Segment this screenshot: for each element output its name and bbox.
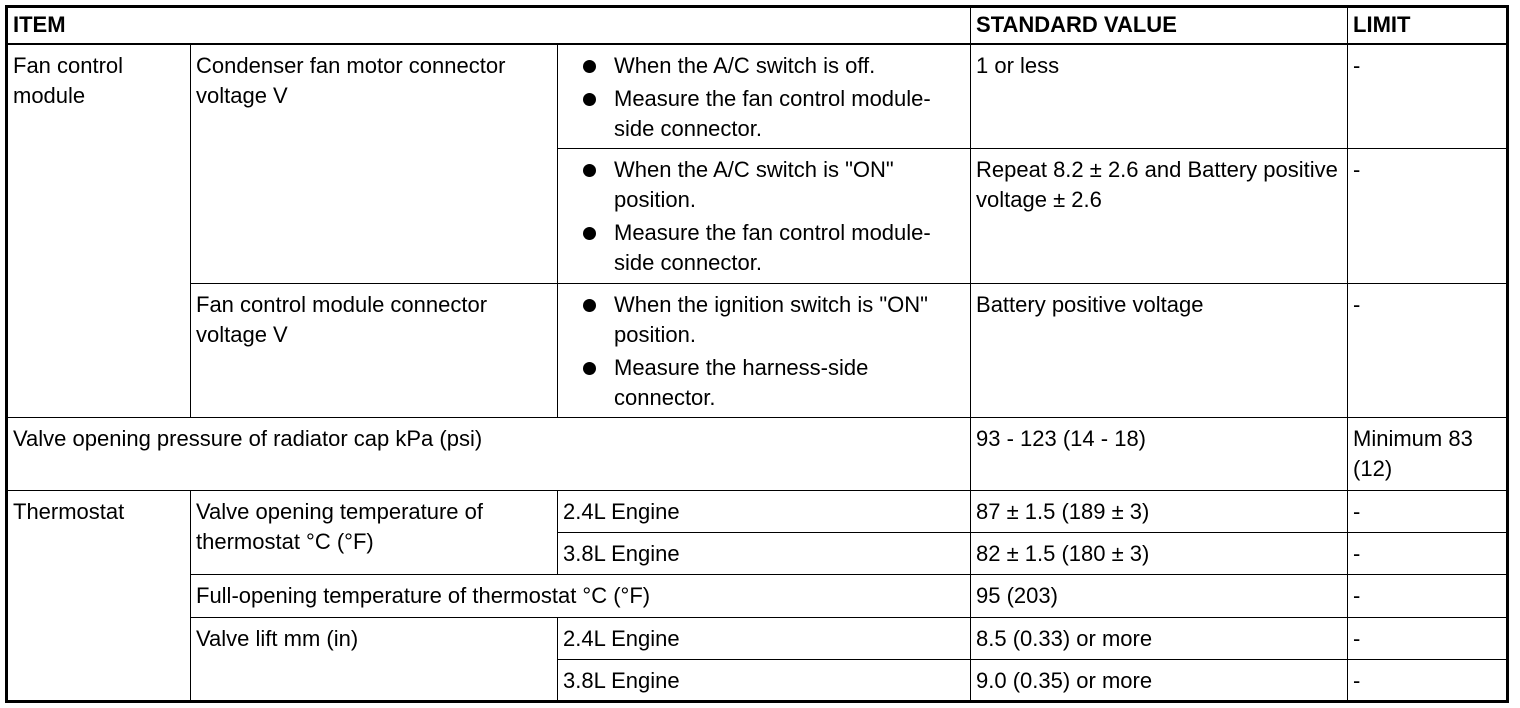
- table-row: [7, 284, 1508, 418]
- header-standard-value: STANDARD VALUE: [971, 7, 1348, 44]
- condition-item: When the ignition switch is "ON" position.: [563, 290, 965, 350]
- thermostat-cell: Thermostat: [7, 491, 191, 702]
- bullet-icon: [583, 362, 596, 375]
- fan-module-voltage-cell: Fan control module connector voltage V: [191, 284, 558, 418]
- standard-value-cell: Battery positive voltage: [971, 284, 1348, 418]
- standard-value-cell: 9.0 (0.35) or more: [971, 660, 1348, 702]
- bullet-icon: [583, 299, 596, 312]
- standard-value-cell: 87 ± 1.5 (189 ± 3): [971, 491, 1348, 533]
- condition-item: When the A/C switch is "ON" position.: [563, 155, 965, 215]
- header-item: ITEM: [7, 7, 971, 44]
- limit-cell: -: [1348, 491, 1508, 533]
- condition-item: When the A/C switch is off.: [563, 51, 965, 81]
- standard-value-cell: 93 - 123 (14 - 18): [971, 418, 1348, 491]
- limit-cell: -: [1348, 44, 1508, 149]
- limit-cell: -: [1348, 149, 1508, 284]
- condenser-fan-voltage-cell: Condenser fan motor connector voltage V: [191, 44, 558, 284]
- header-limit: LIMIT: [1348, 7, 1508, 44]
- bullet-icon: [583, 60, 596, 73]
- limit-cell: -: [1348, 284, 1508, 418]
- standard-value-cell: 95 (203): [971, 575, 1348, 618]
- condition-item: Measure the fan control module-side connector.: [563, 84, 965, 144]
- table-row: [7, 491, 1508, 533]
- fan-control-module-cell: Fan control module: [7, 44, 191, 418]
- limit-cell: -: [1348, 618, 1508, 660]
- standard-value-cell: 1 or less: [971, 44, 1348, 149]
- limit-cell: -: [1348, 533, 1508, 575]
- standard-value-cell: Repeat 8.2 ± 2.6 and Battery positive voltage ± 2.6: [971, 149, 1348, 284]
- table-row: [7, 575, 1508, 618]
- standard-value-cell: 82 ± 1.5 (180 ± 3): [971, 533, 1348, 575]
- limit-cell: -: [1348, 660, 1508, 702]
- condition-cell: [558, 44, 971, 149]
- table-row: [7, 418, 1508, 491]
- bullet-icon: [583, 227, 596, 240]
- table-row: [7, 618, 1508, 660]
- engine-cell: 2.4L Engine: [558, 618, 971, 660]
- condition-item: Measure the harness-side connector.: [563, 353, 965, 413]
- limit-cell: Minimum 83 (12): [1348, 418, 1508, 491]
- limit-cell: -: [1348, 575, 1508, 618]
- condition-cell: [558, 149, 971, 284]
- valve-lift-cell: Valve lift mm (in): [191, 618, 558, 702]
- header-row: [7, 7, 1508, 44]
- engine-cell: 3.8L Engine: [558, 660, 971, 702]
- condition-cell: [558, 284, 971, 418]
- spec-table: [5, 5, 1509, 703]
- condition-item: Measure the fan control module-side connector.: [563, 218, 965, 278]
- radiator-cap-cell: Valve opening pressure of radiator cap kPa (psi): [7, 418, 971, 491]
- engine-cell: 2.4L Engine: [558, 491, 971, 533]
- valve-opening-temp-cell: Valve opening temperature of thermostat °C (°F): [191, 491, 558, 575]
- bullet-icon: [583, 164, 596, 177]
- bullet-icon: [583, 93, 596, 106]
- full-opening-temp-cell: Full-opening temperature of thermostat °C (°F): [191, 575, 971, 618]
- table-row: [7, 44, 1508, 149]
- engine-cell: 3.8L Engine: [558, 533, 971, 575]
- standard-value-cell: 8.5 (0.33) or more: [971, 618, 1348, 660]
